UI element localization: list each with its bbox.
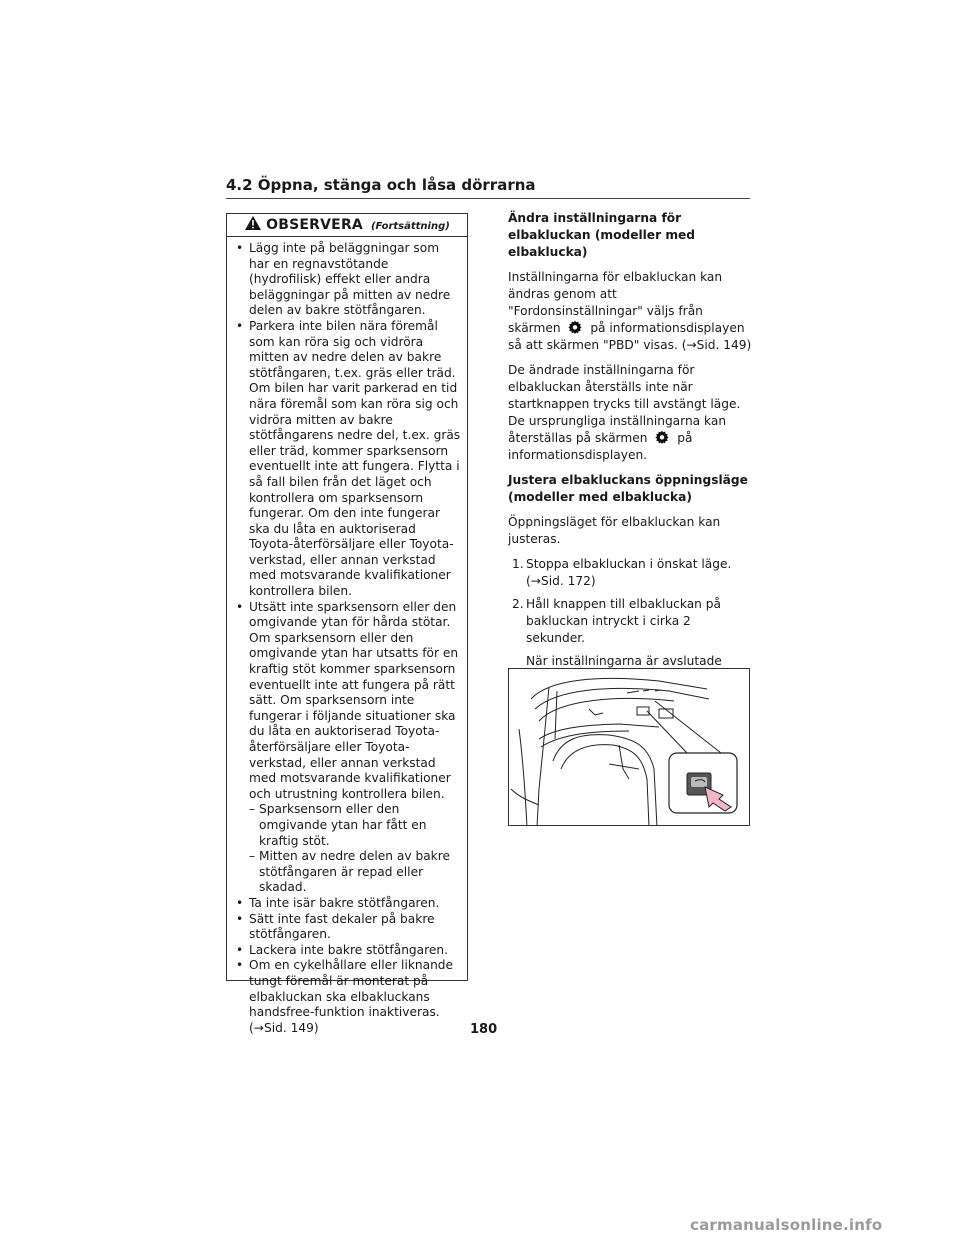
tailgate-illustration <box>508 668 750 826</box>
caution-box <box>226 213 468 1035</box>
caution-bullet: • Utsätt inte sparksensorn eller den omgivande ytan för hårda stötar. Om sparksensorn eller den omgivande ytan har utsatts för en kraftig stöt kommer sparksensorn eventuellt inte att fungera på rätt sätt. Om sparksensorn inte fungerar i följande situationer ska du låta en auktoriserad Toyota-återförsäljare eller Toyota-verkstad, eller annan verkstad med motsvarande kvalifikationer och utrustning kontrollera bilen. <box>231 600 463 803</box>
caution-header <box>227 214 467 237</box>
gear-icon <box>655 430 669 444</box>
paragraph-settings <box>508 269 752 354</box>
paragraph-reset <box>508 362 752 464</box>
caution-sub-item: – Mitten av nedre delen av bakre stötfångaren är repad eller skadad. <box>231 849 463 896</box>
section-title: 4.2 Öppna, stänga och låsa dörrarna <box>226 176 750 199</box>
caution-body <box>227 237 467 1036</box>
paragraph-text: på informationsdisplayen. <box>508 431 693 462</box>
step-note: När inställningarna är avslutade <box>526 654 722 668</box>
step-number: 1. <box>512 557 524 571</box>
paragraph-text: De ändrade inställningarna för elbakluckan återställs inte när startknappen trycks till avstängt läge. De ursprungliga inställningarna kan återställas på skärmen <box>508 363 741 445</box>
caution-bullet: • Lägg inte på beläggningar som har en regnavstötande (hydrofilisk) effekt eller andra beläggningar på mitten av nedre delen av bakre stötfångaren. <box>231 241 463 319</box>
watermark: carmanualsonline.info <box>690 1216 883 1234</box>
caution-sub-item: – Sparksensorn eller den omgivande ytan har fått en kraftig stöt. <box>231 802 463 849</box>
step-text: Håll knappen till elbakluckan på bakluckan intryckt i cirka 2 sekunder. <box>526 597 721 645</box>
step-number: 2. <box>512 597 524 611</box>
paragraph-text: på informationsdisplayen så att skärmen "PBD" visas. (→Sid. 149) <box>508 321 752 352</box>
caution-title: OBSERVERA <box>266 217 363 233</box>
caution-bullet: • Ta inte isär bakre stötfångaren. <box>231 896 463 912</box>
paragraph-text: Inställningarna för elbakluckan kan ändras genom att "Fordonsinställningar" väljs från skärmen <box>508 270 723 335</box>
step-item <box>508 556 752 590</box>
heading-adjust-position: Justera elbakluckans öppningsläge (modeller med elbaklucka) <box>508 473 748 504</box>
caution-bullet: • Lackera inte bakre stötfångaren. <box>231 943 463 959</box>
heading-change-settings: Ändra inställningarna för elbakluckan (modeller med elbaklucka) <box>508 211 696 259</box>
page-number: 180 <box>470 1022 498 1037</box>
paragraph-adjust: Öppningsläget för elbakluckan kan justeras. <box>508 515 721 546</box>
step-item <box>508 596 752 647</box>
warning-icon <box>244 215 262 235</box>
caution-bullet: • Sätt inte fast dekaler på bakre stötfångaren. <box>231 912 463 943</box>
caution-continued: (Fortsättning) <box>370 220 450 232</box>
gear-icon <box>568 320 582 334</box>
caution-bullet: • Om en cykelhållare eller liknande tungt föremål är monterat på elbakluckan ska elbakluckans handsfree-funktion inaktiveras. (→Sid. 149) <box>231 958 463 1036</box>
caution-bullet: • Parkera inte bilen nära föremål som kan röra sig och vidröra mitten av nedre delen av bakre stötfångaren, t.ex. gräs eller träd. Om bilen har varit parkerad en tid nära föremål som kan röra sig och vidröra mitten av bakre stötfångarens nedre del, t.ex. gräs eller träd, kommer sparksensorn eventuellt inte att fungera. Flytta i så fall bilen från det läget och kontrollera om sparksensorn fungerar. Om den inte fungerar ska du låta en auktoriserad Toyota-återförsäljare eller Toyota-verkstad, eller annan verkstad med motsvarande kvalifikationer kontrollera bilen. <box>231 319 463 600</box>
step-text: Stoppa elbakluckan i önskat läge. (→Sid. 172) <box>526 557 732 588</box>
